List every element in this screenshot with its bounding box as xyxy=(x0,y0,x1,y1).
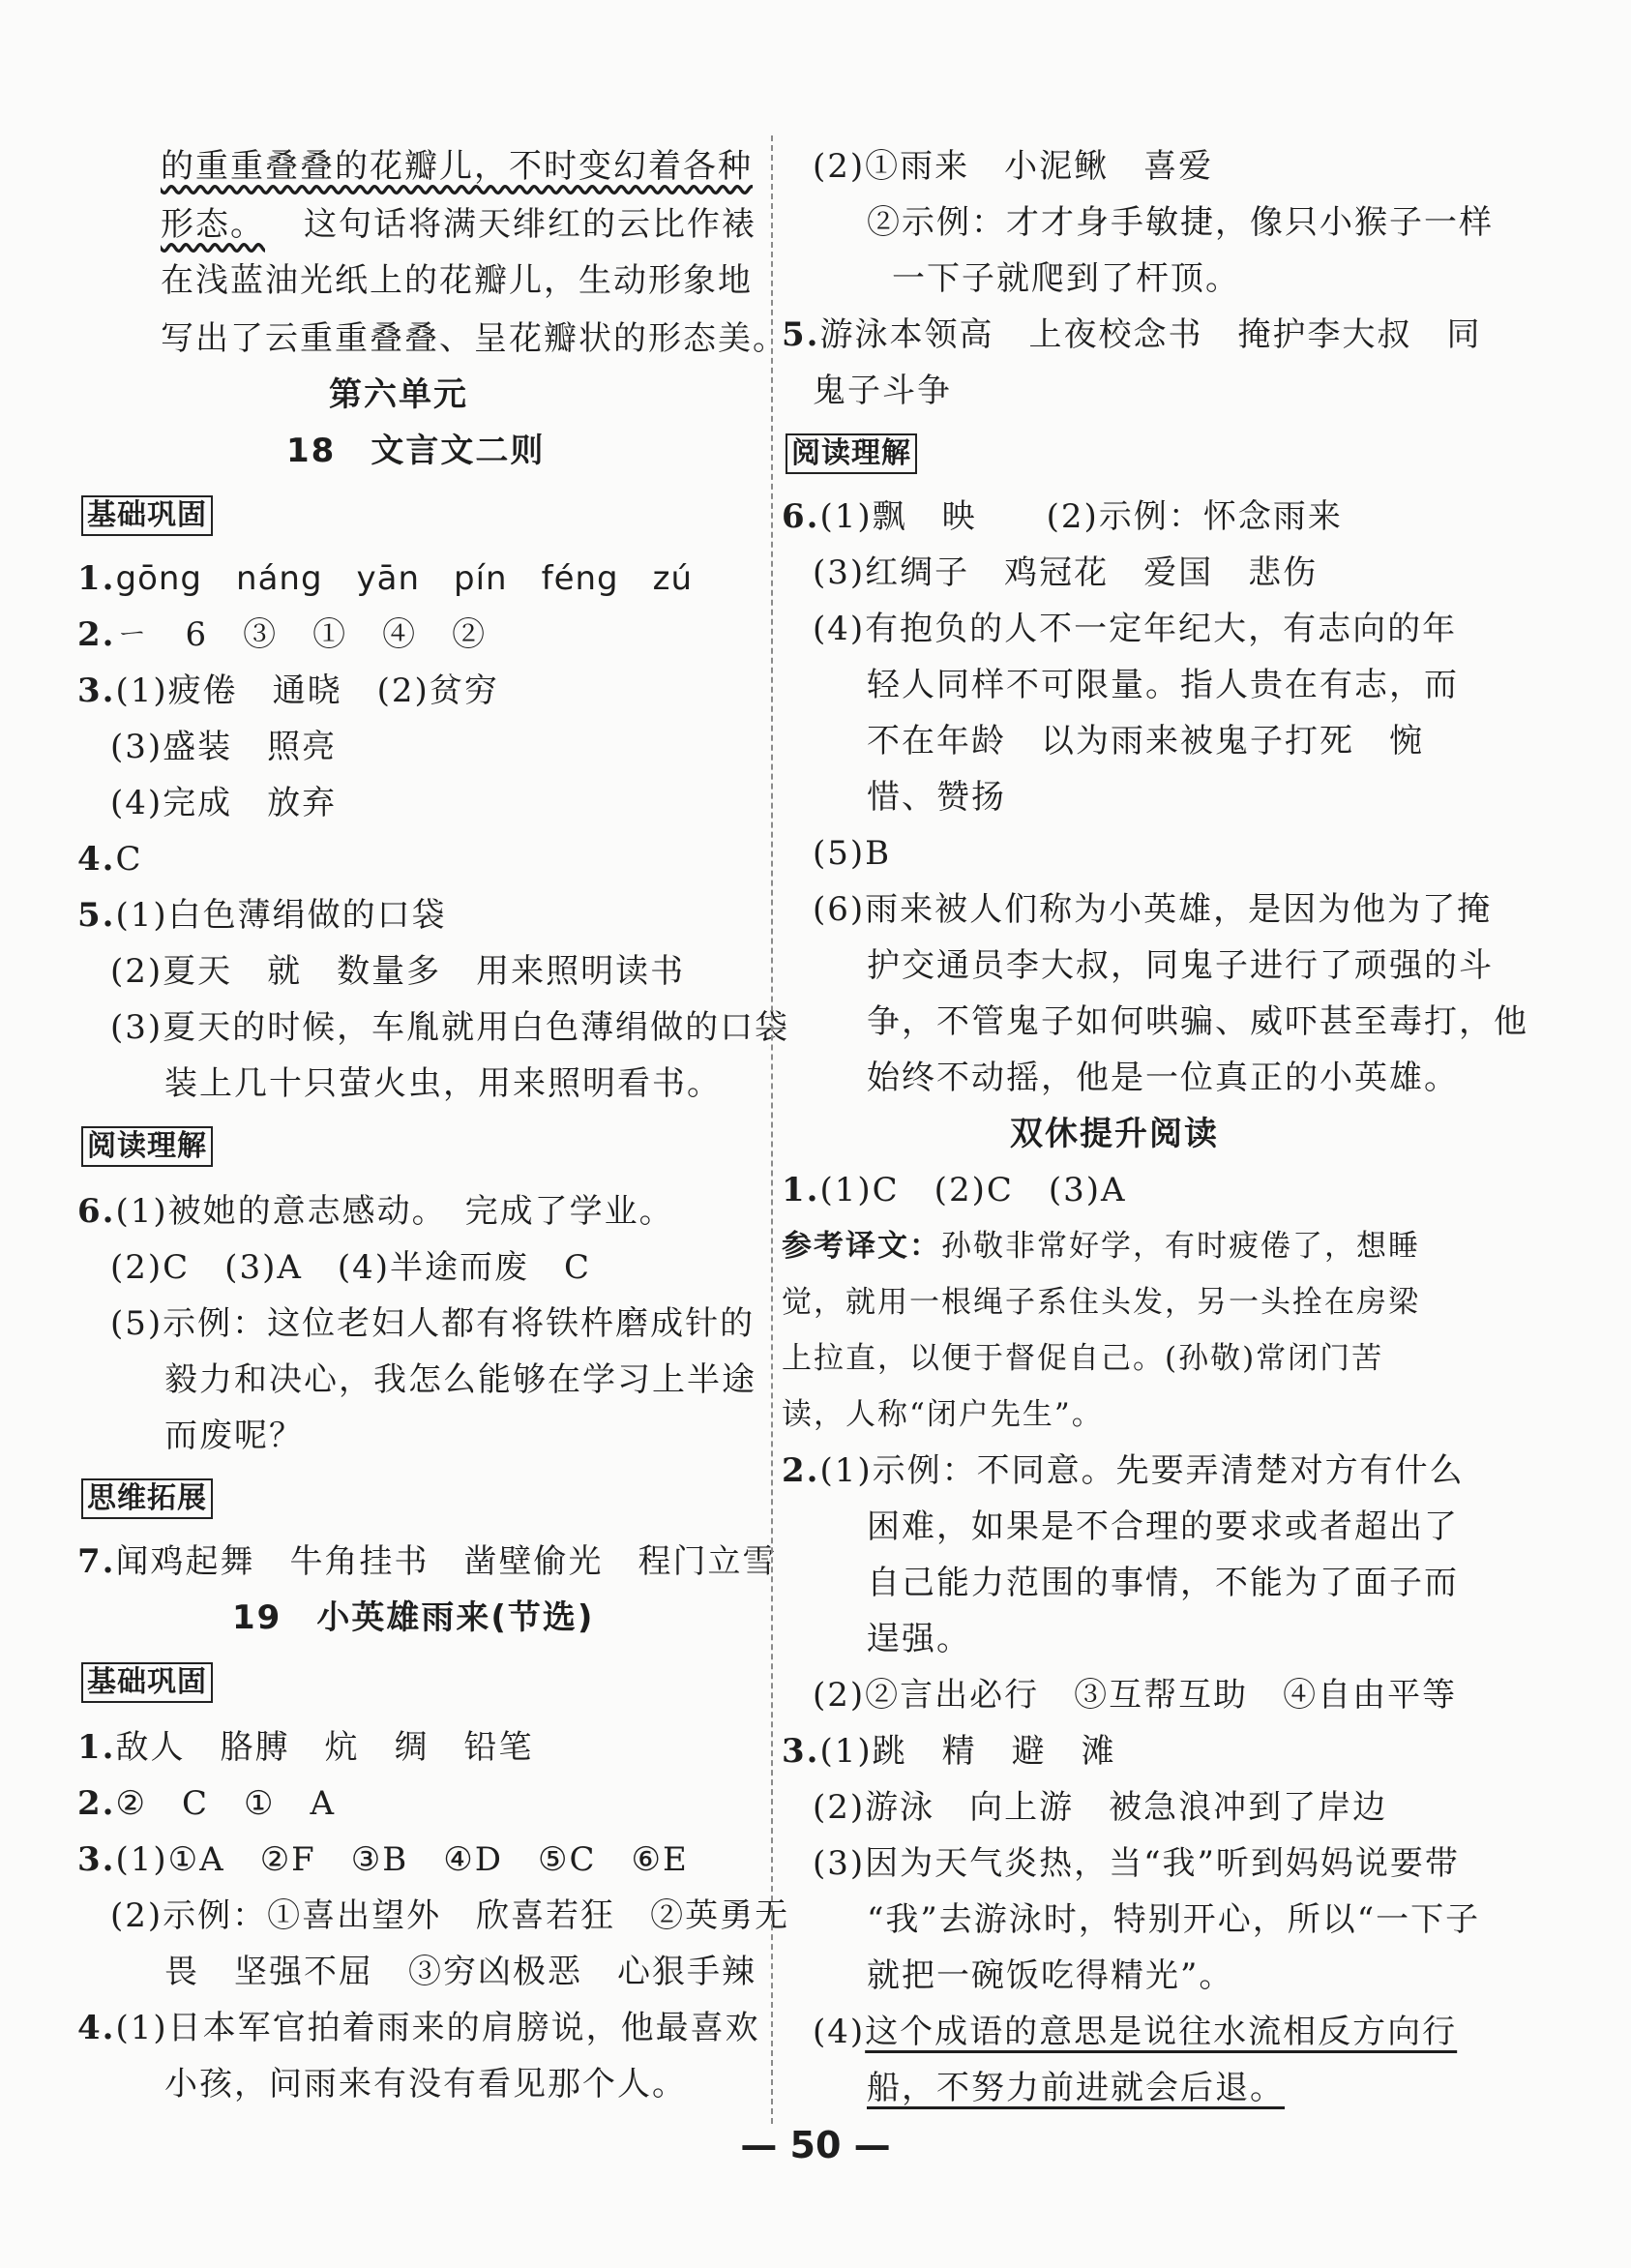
section-tag-reading-right: 阅读理解 xyxy=(786,433,917,474)
page-number: — 50 — xyxy=(740,2124,891,2166)
column-divider xyxy=(771,135,773,2124)
r-q6-line7: (5)B xyxy=(813,834,892,873)
intro-line-1: 的重重叠叠的花瓣儿，不时变幻着各种 xyxy=(161,147,753,186)
intro-line-4: 写出了云重重叠叠、呈花瓣状的形态美。 xyxy=(161,319,787,358)
q6-line4: 毅力和决心，我怎么能够在学习上半途 xyxy=(164,1360,756,1399)
w3: 3.(1)跳 精 避 滩 xyxy=(782,1732,1116,1771)
intro-underlined: 形态。 xyxy=(161,205,265,244)
translation-line-3: 上拉直，以便于督促自己。(孙敬)常闭门苦 xyxy=(782,1341,1384,1376)
w2: 2.(1)示例：不同意。先要弄清楚对方有什么 xyxy=(782,1451,1465,1490)
b1: 1.敌人 胳膊 炕 绸 铅笔 xyxy=(77,1728,534,1767)
translation-line-1: 参考译文：孙敬非常好学，有时疲倦了，想睡 xyxy=(782,1229,1420,1264)
b4: 4.(1)日本军官拍着雨来的肩膀说，他最喜欢 xyxy=(77,2009,760,2047)
q6: 6.(1)被她的意志感动。 完成了学业。 xyxy=(77,1192,674,1231)
r-line-1: (2)①雨来 小泥鳅 喜爱 xyxy=(813,147,1214,186)
r-line-3: 一下子就爬到了杆顶。 xyxy=(892,259,1240,298)
q7: 7.闻鸡起舞 牛角挂书 凿壁偷光 程门立雪 xyxy=(77,1542,778,1581)
b4-line2: 小孩，问雨来有没有看见那个人。 xyxy=(164,2065,687,2104)
w1: 1.(1)C (2)C (3)A xyxy=(782,1171,1127,1209)
q4: 4.C xyxy=(77,840,143,879)
q6-line3: (5)示例：这位老妇人都有将铁杵磨成针的 xyxy=(110,1304,756,1343)
w2-line2: 困难，如果是不合理的要求或者超出了 xyxy=(867,1507,1459,1546)
intro-line-2 xyxy=(161,205,756,244)
r-q6-line8: (6)雨来被人们称为小英雄，是因为他为了掩 xyxy=(813,890,1493,929)
r-q6-line4: 轻人同样不可限量。指人贵在有志，而 xyxy=(867,666,1459,704)
r-q6-line5: 不在年龄 以为雨来被鬼子打死 惋 xyxy=(867,722,1424,761)
q6-line2: (2)C (3)A (4)半途而废 C xyxy=(110,1248,592,1287)
w3-line3: (3)因为天气炎热，当“我”听到妈妈说要带 xyxy=(813,1844,1460,1883)
w3-line5: 就把一碗饭吃得精光”。 xyxy=(867,1956,1234,1995)
w2-line4: 逞强。 xyxy=(867,1620,971,1658)
w3-line4: “我”去游泳时，特别开心，所以“一下子 xyxy=(867,1900,1481,1939)
w3-line2: (2)游泳 向上游 被急浪冲到了岸边 xyxy=(813,1788,1388,1827)
b2: 2.② C ① A xyxy=(77,1784,337,1823)
q5: 5.(1)白色薄绢做的口袋 xyxy=(77,896,447,935)
r-q6-line10: 争，不管鬼子如何哄骗、威吓甚至毒打，他 xyxy=(867,1002,1528,1041)
r-line-2: ②示例：才才身手敏捷，像只小猴子一样 xyxy=(867,203,1494,242)
q6-line5: 而废呢？ xyxy=(164,1417,304,1455)
weekend-reading-title: 双休提升阅读 xyxy=(1010,1115,1219,1153)
translation-line-4: 读，人称“闭户先生”。 xyxy=(782,1397,1104,1432)
intro-line-3: 在浅蓝油光纸上的花瓣儿，生动形象地 xyxy=(161,261,753,300)
lesson18-title: 18 文言文二则 xyxy=(286,432,546,470)
r-q5: 5.游泳本领高 上夜校念书 掩护李大叔 同 xyxy=(782,315,1482,354)
intro-explanation: 这句话将满天绯红的云比作裱 xyxy=(304,205,756,244)
r-q6-line11: 始终不动摇，他是一位真正的小英雄。 xyxy=(867,1059,1459,1097)
w3-line7: 船，不努力前进就会后退。 xyxy=(867,2069,1285,2107)
b3-line2: (2)示例：①喜出望外 欣喜若狂 ②英勇无 xyxy=(110,1896,790,1935)
section-tag-thinking: 思维拓展 xyxy=(81,1478,213,1519)
unit-title: 第六单元 xyxy=(329,375,468,414)
section-tag-basic: 基础巩固 xyxy=(81,495,213,536)
b3-line3: 畏 坚强不屈 ③穷凶极恶 心狠手辣 xyxy=(164,1953,756,1991)
w3-line6: (4)这个成语的意思是说往水流相反方向行 xyxy=(813,2013,1458,2051)
r-q6-line6: 惜、赞扬 xyxy=(867,778,1006,817)
r-q6-line9: 护交通员李大叔，同鬼子进行了顽强的斗 xyxy=(867,946,1494,985)
r-q6: 6.(1)飘 映 (2)示例：怀念雨来 xyxy=(782,497,1343,536)
q3-line2: (3)盛装 照亮 xyxy=(110,728,338,766)
section-tag-reading: 阅读理解 xyxy=(81,1126,213,1167)
q3: 3.(1)疲倦 通晓 (2)贫穷 xyxy=(77,671,499,710)
r-q6-line2: (3)红绸子 鸡冠花 爱国 悲伤 xyxy=(813,553,1319,592)
w2-line5: (2)②言出必行 ③互帮互助 ④自由平等 xyxy=(813,1676,1458,1715)
q3-line3: (4)完成 放弃 xyxy=(110,784,338,822)
q5-line4: 装上几十只萤火虫，用来照明看书。 xyxy=(164,1064,722,1103)
lesson19-title: 19 小英雄雨来(节选) xyxy=(232,1598,595,1637)
q5-line2: (2)夏天 就 数量多 用来照明读书 xyxy=(110,952,686,991)
q2: 2.ㄧ 6 ③ ① ④ ② xyxy=(77,615,488,654)
q5-line3: (3)夏天的时候，车胤就用白色薄绢做的口袋 xyxy=(110,1008,790,1047)
w2-line3: 自己能力范围的事情，不能为了面子而 xyxy=(867,1564,1459,1602)
q1: 1.gōng náng yān pín féng zú xyxy=(77,559,694,598)
translation-line-2: 觉，就用一根绳子系住头发，另一头拴在房梁 xyxy=(782,1285,1420,1320)
b3: 3.(1)①A ②F ③B ④D ⑤C ⑥E xyxy=(77,1840,689,1879)
r-q5-line2: 鬼子斗争 xyxy=(813,372,952,410)
section-tag-basic-2: 基础巩固 xyxy=(81,1662,213,1703)
r-q6-line3: (4)有抱负的人不一定年纪大，有志向的年 xyxy=(813,610,1458,648)
